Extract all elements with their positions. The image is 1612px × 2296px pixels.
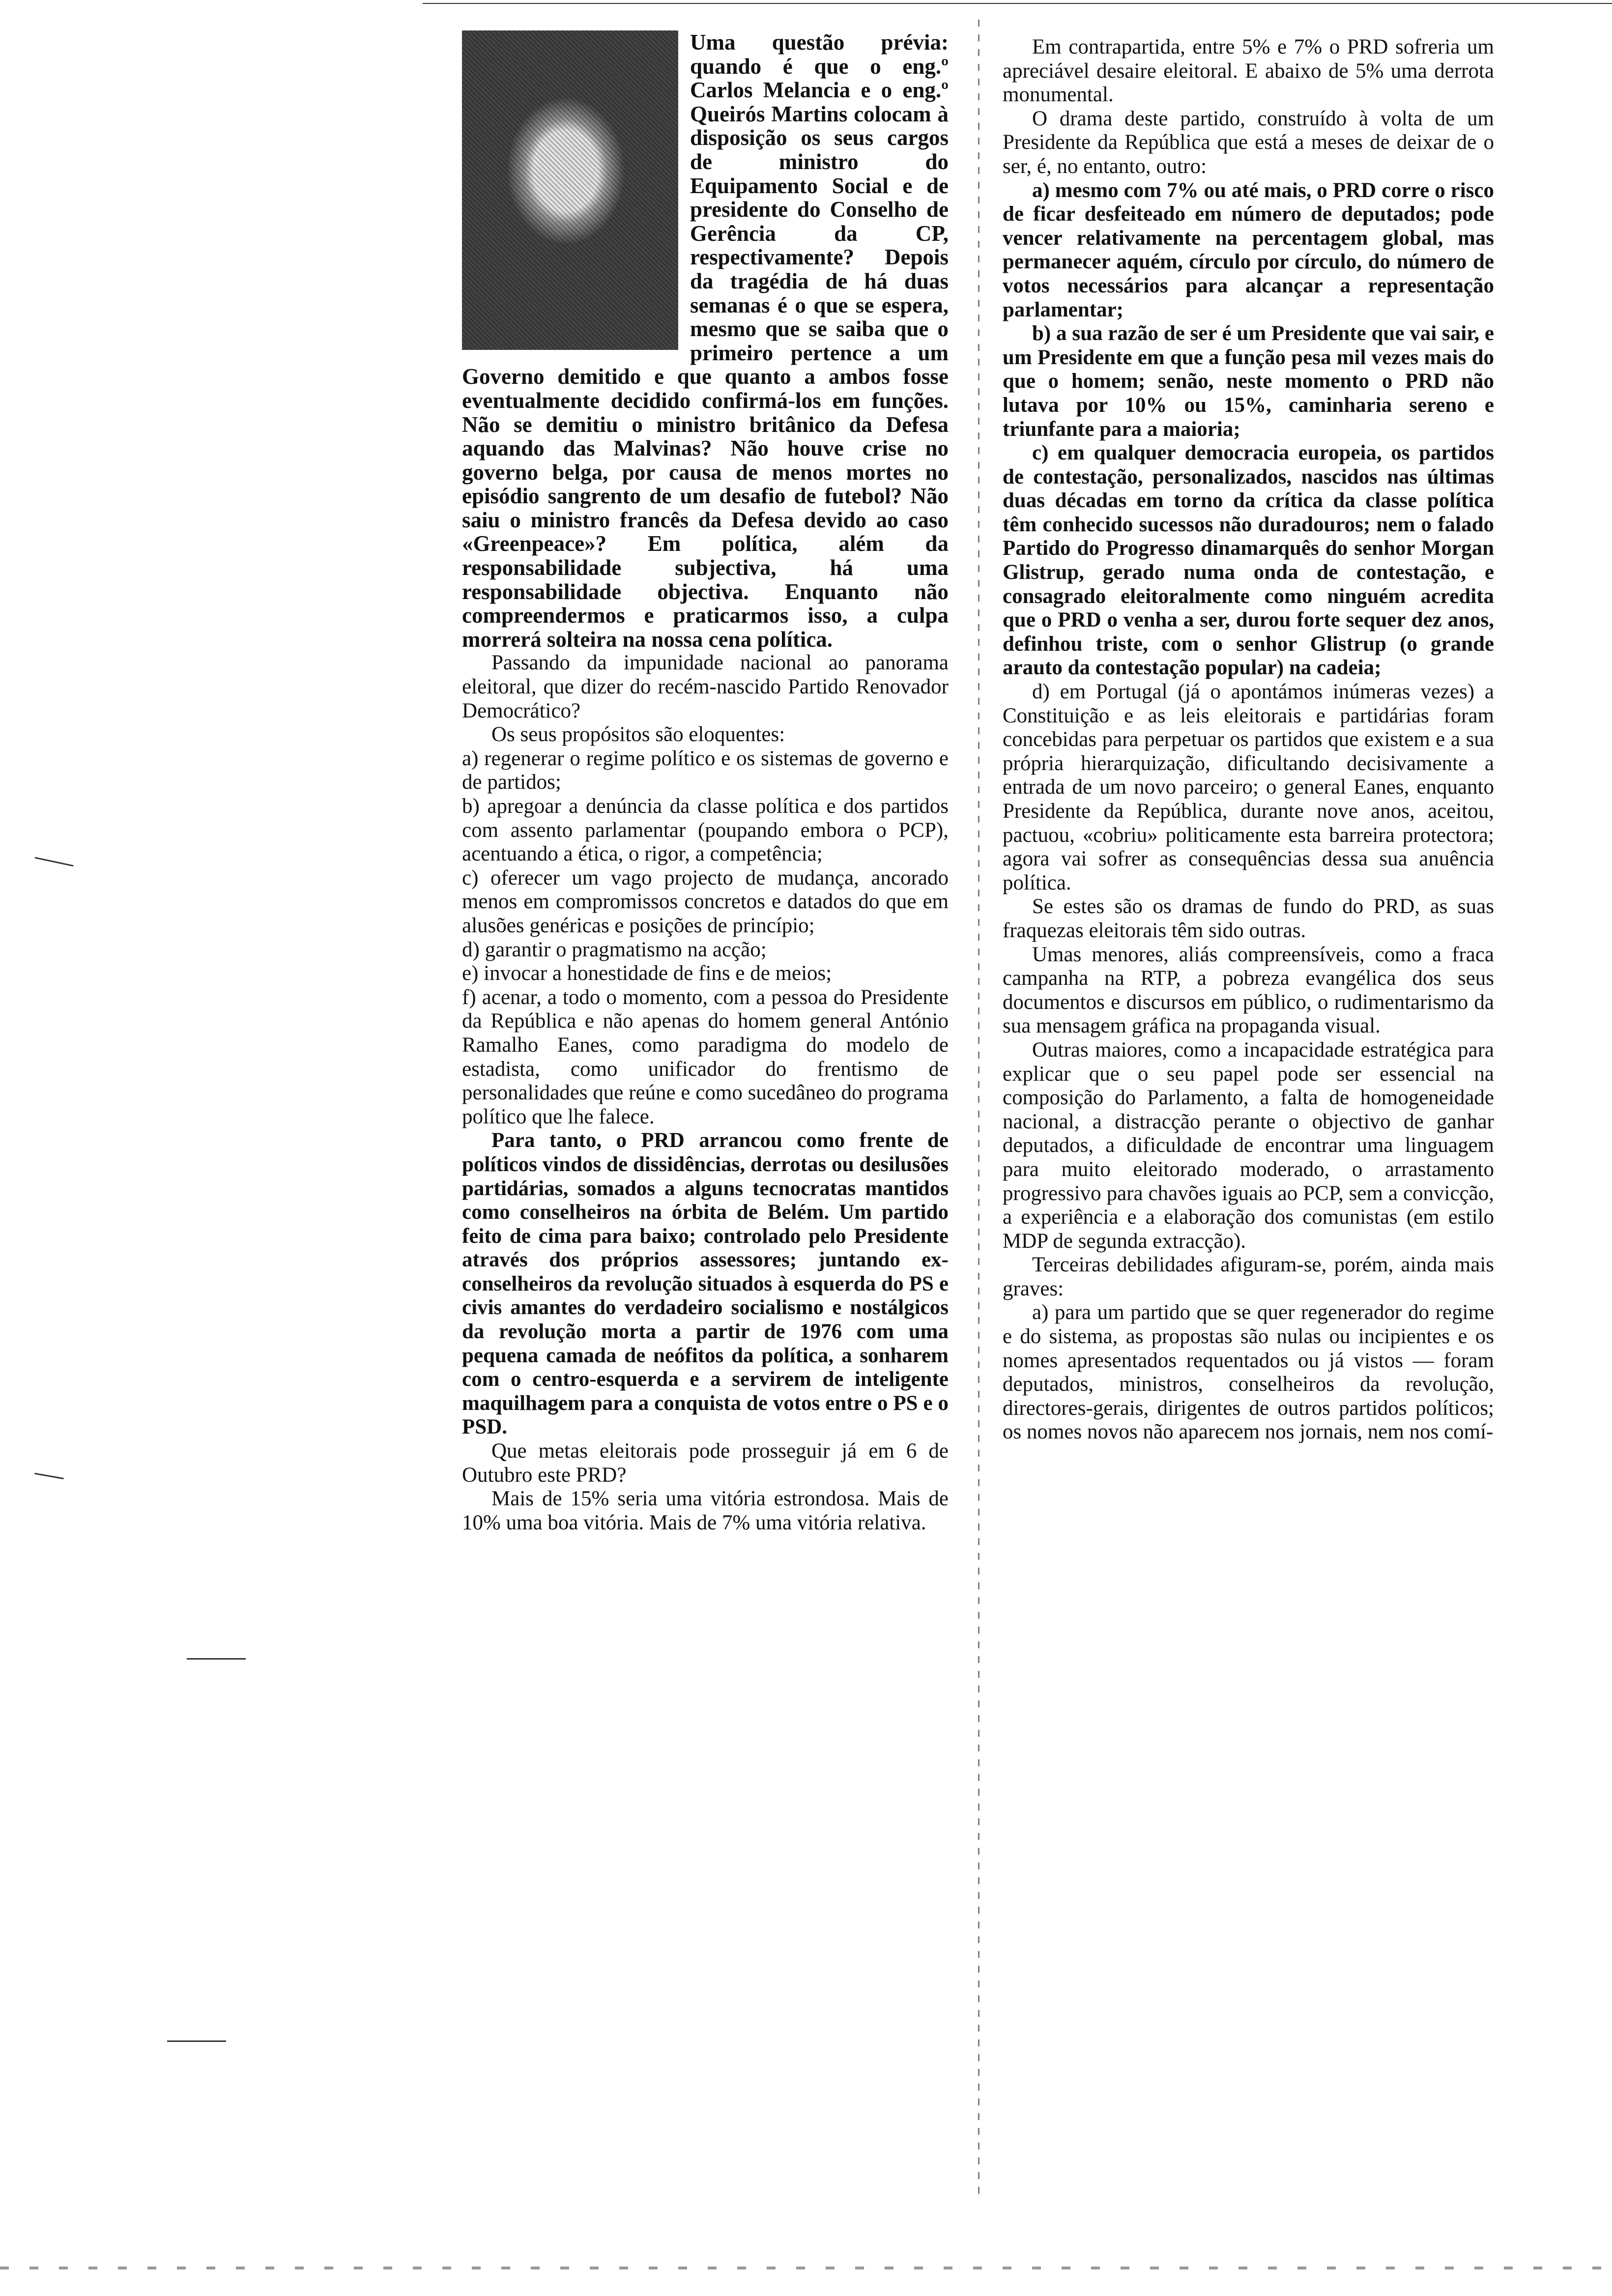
paragraph: Umas menores, aliás compreensíveis, como a fraca campanha na RTP, a pobreza evangélica dos seus documentos e discursos em público, o rudimentarismo da sua mensagem gráfica na propaganda visual. xyxy=(1003,943,1494,1038)
column-divider xyxy=(978,20,979,2202)
left-column xyxy=(462,30,949,1535)
list-item: e) invocar a honestidade de fins e de meios; xyxy=(462,962,832,985)
list-item: a) regenerar o regime político e os sistemas de governo e de partidos; xyxy=(462,746,949,794)
margin-mark xyxy=(167,2040,226,2042)
paragraph: Em contrapartida, entre 5% e 7% o PRD sofreria um apreciável desaire eleitoral. E abaixo de 5% uma derrota monumental. xyxy=(1003,35,1494,107)
margin-mark xyxy=(34,1473,64,1479)
margin-mark xyxy=(187,1658,246,1660)
list-item: c) oferecer um vago projecto de mudança, ancorado menos em compromissos concretos e datados do que em alusões genéricas e posições de princípio; xyxy=(462,866,949,937)
list-item: f) acenar, a todo o momento, com a pessoa do Presidente da República e não apenas do homem general António Ramalho Eanes, como paradigma do modelo de estadista, como unificador do frentismo de personalidades que reúne e como sucedâneo do programa político que lhe falece. xyxy=(462,985,949,1128)
lead-paragraph: Uma questão prévia: quando é que o eng.º Carlos Melancia e o eng.º Queirós Martins colocam à disposição os seus cargos de ministro do Equipamento Social e de presidente do Conselho de Gerência da CP, respectivamente? Depois da tragédia de há duas semanas é o que se espera, mesmo que se saiba que o primeiro pertence a um Governo demitido e que quanto a ambos fosse eventualmente decidido confirmá-los em funções. Não se demitiu o ministro britânico da Defesa aquando das Malvinas? Não houve crise no governo belga, por causa de menos mortes no episódio sangrento de um desafio de futebol? Não saiu o ministro francês da Defesa devido ao caso «Greenpeace»? Em política, além da responsabilidade subjectiva, há uma responsabilidade objectiva. Enquanto não compreendermos e praticarmos isso, a culpa morrerá solteira na nossa cena política. xyxy=(462,30,949,652)
paragraph: Os seus propósitos são eloquentes: xyxy=(491,723,785,746)
paragraph: Terceiras debilidades afiguram-se, porém, ainda mais graves: xyxy=(1003,1253,1494,1300)
list-item: d) em Portugal (já o apontámos inúmeras vezes) a Constituição e as leis eleitorais e partidárias foram concebidas para perpetuar os partidos que existem e a sua própria hierarquização, dificultando decisivamente a entrada de um novo parceiro; o general Eanes, enquanto Presidente da República, durante nove anos, aceitou, pactuou, «cobriu» politicamente esta barreira protectora; agora vai sofrer as consequências dessa sua anuência política. xyxy=(1003,680,1494,894)
list-item: b) apregoar a denúncia da classe política e dos partidos com assento parlamentar (poupando embora o PCP), acentuando a ética, o rigor, a competência; xyxy=(462,795,949,866)
bottom-edge-strip xyxy=(0,2267,1612,2269)
right-column xyxy=(1003,35,1494,1444)
paragraph: Para tanto, o PRD arrancou como frente de políticos vindos de dissidências, derrotas ou desilusões partidárias, somados a alguns tecnocratas mantidos como conselheiros na órbita de Belém. Um partido feito de cima para baixo; controlado pelo Presidente através dos próprios assessores; juntando ex-conselheiros da revolução situados à esquerda do PS e civis amantes do verdadeiro socialismo e nostálgicos da revolução morta a partir de 1976 com uma pequena camada de neófitos da política, a sonharem com o centro-esquerda e a servirem de inteligente maquilhagem para a conquista de votos entre o PS e o PSD. xyxy=(462,1129,949,1439)
paragraph: Que metas eleitorais pode prosseguir já em 6 de Outubro este PRD? xyxy=(462,1439,949,1487)
paragraph: Mais de 15% seria uma vitória estrondosa. Mais de 10% uma boa vitória. Mais de 7% uma vitória relativa. xyxy=(462,1487,949,1534)
list-item: c) em qualquer democracia europeia, os partidos de contestação, personalizados, nascidos nas últimas duas décadas em torno da crítica da classe política têm conhecido sucessos não duradouros; nem o falado Partido do Progresso dinamarquês do senhor Morgan Glistrup, gerado numa onda de contestação, e consagrado eleitoralmente como ninguém acredita que o PRD o venha a ser, durou forte sequer dez anos, definhou triste, com o senhor Glistrup (o grande arauto da contestação popular) na cadeia; xyxy=(1003,441,1494,680)
top-rule xyxy=(423,3,1612,4)
paragraph: Se estes são os dramas de fundo do PRD, as suas fraquezas eleitorais têm sido outras. xyxy=(1003,895,1494,942)
paragraph: Outras maiores, como a incapacidade estratégica para explicar que o seu papel pode ser essencial na composição do Parlamento, a falta de homogeneidade nacional, a distracção perante o objectivo de ganhar deputados, a dificuldade de encontrar uma linguagem para muito eleitorado moderado, o arrastamento progressivo para chavões iguais ao PCP, sem a convicção, a experiência e a elaboração dos comunistas (em estilo MDP de segunda extracção). xyxy=(1003,1038,1494,1253)
paragraph: O drama deste partido, construído à volta de um Presidente da República que está a meses de deixar de o ser, é, no entanto, outro: xyxy=(1003,107,1494,178)
margin-mark xyxy=(35,857,74,867)
list-item: a) para um partido que se quer regenerador do regime e do sistema, as propostas são nulas ou incipientes e os nomes apresentados requentados ou já vistos — foram deputados, ministros, conselheiros da revolução, directores-gerais, dirigentes de outros partidos políticos; os nomes novos não aparecem nos jornais, nem nos comí- xyxy=(1003,1301,1494,1444)
paragraph: Passando da impunidade nacional ao panorama eleitoral, que dizer do recém-nascido Partido Renovador Democrático? xyxy=(462,651,949,722)
list-item: d) garantir o pragmatismo na acção; xyxy=(462,938,767,961)
list-item: a) mesmo com 7% ou até mais, o PRD corre o risco de ficar desfeiteado em número de deputados; pode vencer relativamente na percentagem global, mas permanecer aquém, círculo por círculo, do número de votos necessários para alcançar a representação parlamentar; xyxy=(1003,178,1494,321)
list-item: b) a sua razão de ser é um Presidente que vai sair, e um Presidente em que a função pesa mil vezes mais do que o homem; senão, neste momento o PRD não lutava por 10% ou 15%, caminharia sereno e triunfante para a maioria; xyxy=(1003,322,1494,441)
portrait-photo xyxy=(462,30,678,350)
